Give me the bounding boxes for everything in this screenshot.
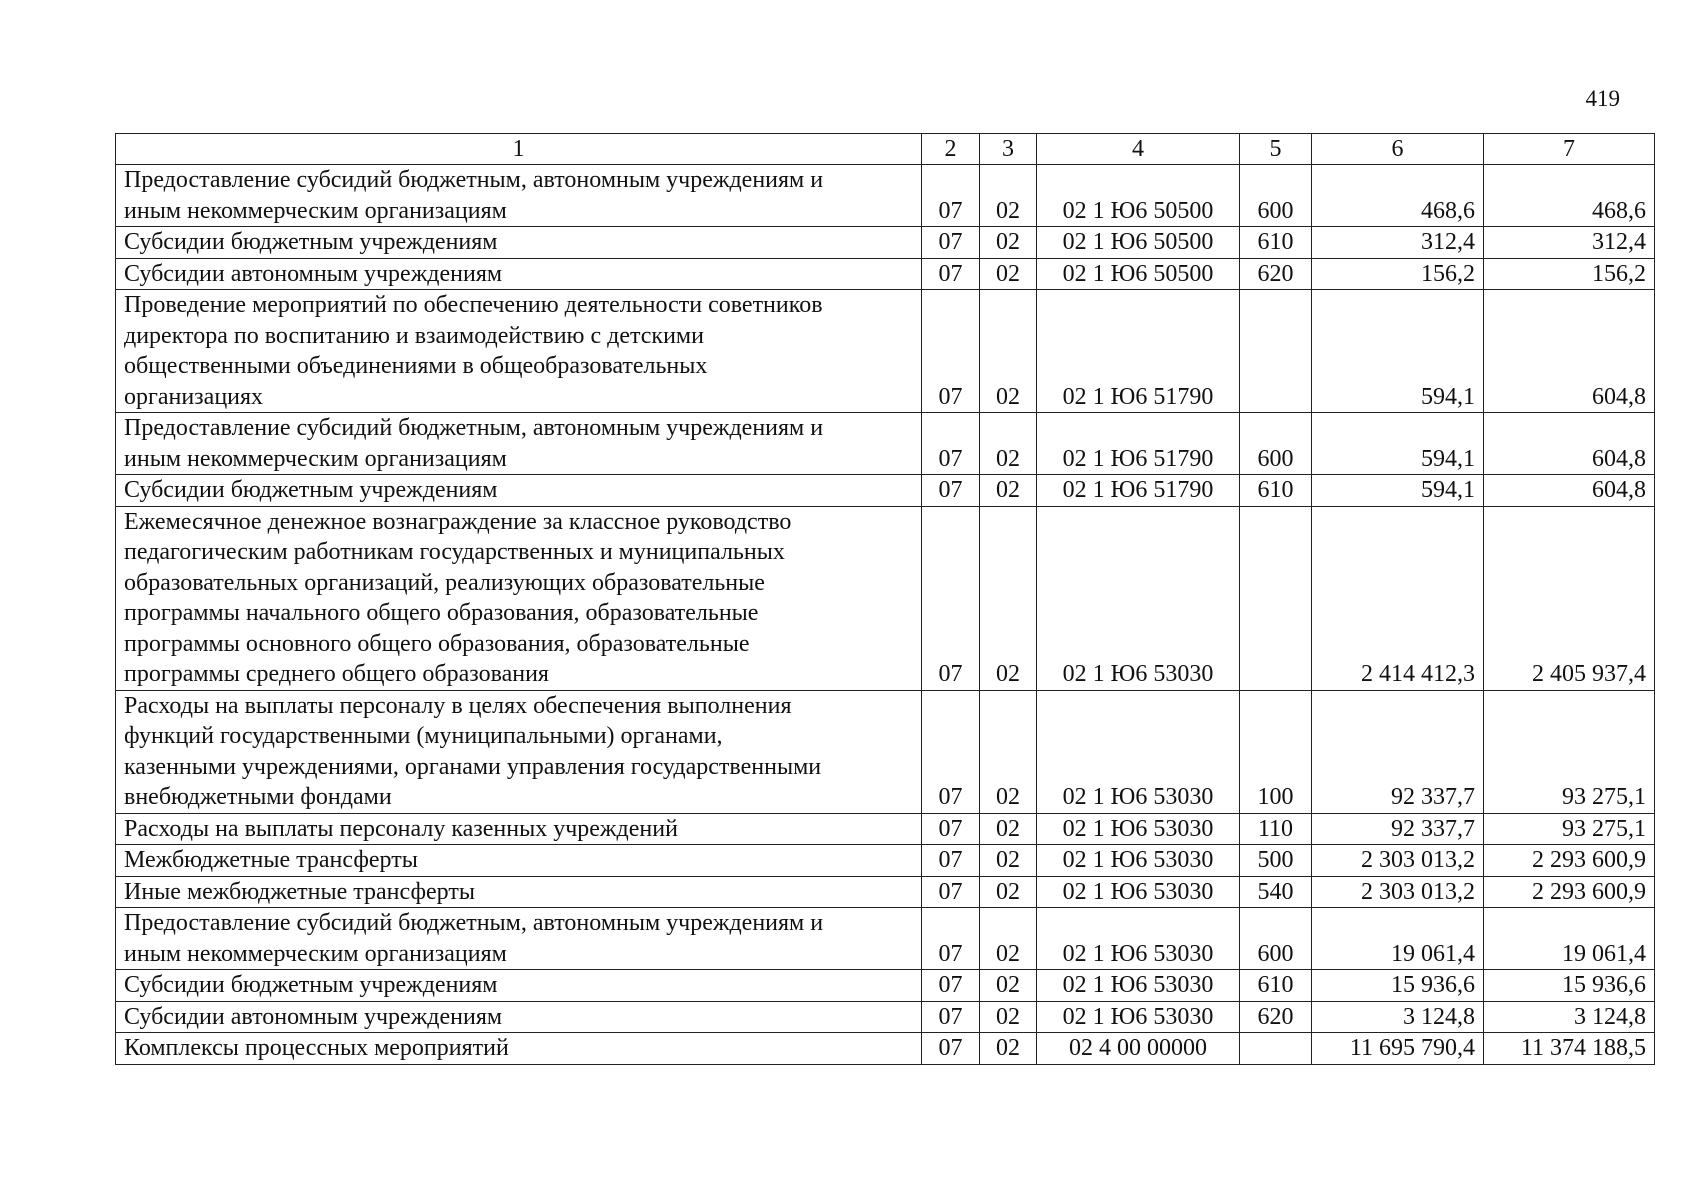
- row-name-cell: Субсидии автономным учреждениям: [116, 1001, 922, 1033]
- row-name-cell: Предоставление субсидий бюджетным, автономным учреждениям и иным некоммерческим организациям: [116, 908, 922, 970]
- subsection-cell: 02: [980, 1001, 1037, 1033]
- subsection-cell: 02: [980, 258, 1037, 290]
- table-row: [116, 876, 1655, 908]
- amount-year1-cell: 312,4: [1312, 227, 1484, 259]
- table-row: [116, 1033, 1655, 1065]
- amount-year2-cell: 156,2: [1484, 258, 1655, 290]
- amount-year2-cell: 604,8: [1484, 290, 1655, 413]
- section-cell: 07: [922, 690, 980, 813]
- row-name-cell: Ежемесячное денежное вознаграждение за классное руководство педагогическим работникам государственных и муниципальных образовательных организаций, реализующих образовательные программы начального общего образования, образовательные программы основного общего образования, образовательные программы среднего общего образования: [116, 506, 922, 690]
- amount-year2-cell: 312,4: [1484, 227, 1655, 259]
- row-name-cell: Субсидии автономным учреждениям: [116, 258, 922, 290]
- section-cell: 07: [922, 908, 980, 970]
- page-number: 419: [1585, 86, 1620, 111]
- subsection-cell: 02: [980, 506, 1037, 690]
- subsection-cell: 02: [980, 845, 1037, 877]
- amount-year2-cell: 468,6: [1484, 165, 1655, 227]
- amount-year1-cell: 2 303 013,2: [1312, 845, 1484, 877]
- expense-type-cell: [1240, 290, 1312, 413]
- target-article-cell: 02 1 Ю6 53030: [1037, 845, 1240, 877]
- row-name-cell: Субсидии бюджетным учреждениям: [116, 227, 922, 259]
- target-article-cell: 02 4 00 00000: [1037, 1033, 1240, 1065]
- table-row: [116, 475, 1655, 507]
- amount-year2-cell: 19 061,4: [1484, 908, 1655, 970]
- target-article-cell: 02 1 Ю6 51790: [1037, 290, 1240, 413]
- table-row: [116, 690, 1655, 813]
- section-cell: 07: [922, 258, 980, 290]
- amount-year1-cell: 92 337,7: [1312, 690, 1484, 813]
- table-row: [116, 165, 1655, 227]
- header-cell: 7: [1484, 134, 1655, 165]
- subsection-cell: 02: [980, 813, 1037, 845]
- section-cell: 07: [922, 876, 980, 908]
- row-name-cell: Межбюджетные трансферты: [116, 845, 922, 877]
- table-row: [116, 290, 1655, 413]
- header-cell: 5: [1240, 134, 1312, 165]
- section-cell: 07: [922, 1033, 980, 1065]
- amount-year2-cell: 2 405 937,4: [1484, 506, 1655, 690]
- section-cell: 07: [922, 813, 980, 845]
- table-row: [116, 227, 1655, 259]
- expense-type-cell: 610: [1240, 970, 1312, 1002]
- row-name-cell: Субсидии бюджетным учреждениям: [116, 475, 922, 507]
- amount-year1-cell: 92 337,7: [1312, 813, 1484, 845]
- row-name-cell: Предоставление субсидий бюджетным, автономным учреждениям и иным некоммерческим организациям: [116, 165, 922, 227]
- header-row: [116, 134, 1655, 165]
- amount-year2-cell: 11 374 188,5: [1484, 1033, 1655, 1065]
- table-row: [116, 506, 1655, 690]
- header-cell: 6: [1312, 134, 1484, 165]
- subsection-cell: 02: [980, 227, 1037, 259]
- amount-year1-cell: 594,1: [1312, 475, 1484, 507]
- section-cell: 07: [922, 165, 980, 227]
- table-row: [116, 413, 1655, 475]
- section-cell: 07: [922, 506, 980, 690]
- expense-type-cell: 600: [1240, 908, 1312, 970]
- expense-type-cell: 540: [1240, 876, 1312, 908]
- target-article-cell: 02 1 Ю6 51790: [1037, 475, 1240, 507]
- section-cell: 07: [922, 845, 980, 877]
- amount-year1-cell: 156,2: [1312, 258, 1484, 290]
- expense-type-cell: 500: [1240, 845, 1312, 877]
- amount-year1-cell: 15 936,6: [1312, 970, 1484, 1002]
- row-name-cell: Проведение мероприятий по обеспечению деятельности советников директора по воспитанию и взаимодействию с детскими общественными объединениями в общеобразовательных организациях: [116, 290, 922, 413]
- header-cell: 3: [980, 134, 1037, 165]
- amount-year1-cell: 2 414 412,3: [1312, 506, 1484, 690]
- table-body: [116, 165, 1655, 1065]
- amount-year2-cell: 2 293 600,9: [1484, 876, 1655, 908]
- target-article-cell: 02 1 Ю6 53030: [1037, 1001, 1240, 1033]
- expense-type-cell: 600: [1240, 165, 1312, 227]
- header-cell: 1: [116, 134, 922, 165]
- row-name-cell: Расходы на выплаты персоналу в целях обеспечения выполнения функций государственными (муниципальными) органами, казенными учреждениями, органами управления государственными внебюджетными фондами: [116, 690, 922, 813]
- table-row: [116, 908, 1655, 970]
- expense-type-cell: [1240, 506, 1312, 690]
- expense-type-cell: 610: [1240, 475, 1312, 507]
- subsection-cell: 02: [980, 970, 1037, 1002]
- amount-year2-cell: 93 275,1: [1484, 813, 1655, 845]
- target-article-cell: 02 1 Ю6 53030: [1037, 813, 1240, 845]
- target-article-cell: 02 1 Ю6 53030: [1037, 690, 1240, 813]
- row-name-cell: Комплексы процессных мероприятий: [116, 1033, 922, 1065]
- expense-type-cell: [1240, 1033, 1312, 1065]
- expense-type-cell: 100: [1240, 690, 1312, 813]
- subsection-cell: 02: [980, 690, 1037, 813]
- row-name-cell: Предоставление субсидий бюджетным, автономным учреждениям и иным некоммерческим организациям: [116, 413, 922, 475]
- amount-year2-cell: 604,8: [1484, 413, 1655, 475]
- target-article-cell: 02 1 Ю6 53030: [1037, 876, 1240, 908]
- subsection-cell: 02: [980, 1033, 1037, 1065]
- amount-year1-cell: 2 303 013,2: [1312, 876, 1484, 908]
- table-row: [116, 970, 1655, 1002]
- section-cell: 07: [922, 475, 980, 507]
- amount-year2-cell: 2 293 600,9: [1484, 845, 1655, 877]
- amount-year2-cell: 15 936,6: [1484, 970, 1655, 1002]
- section-cell: 07: [922, 970, 980, 1002]
- amount-year1-cell: 468,6: [1312, 165, 1484, 227]
- section-cell: 07: [922, 1001, 980, 1033]
- header-cell: 4: [1037, 134, 1240, 165]
- amount-year1-cell: 3 124,8: [1312, 1001, 1484, 1033]
- expense-type-cell: 620: [1240, 258, 1312, 290]
- expense-type-cell: 600: [1240, 413, 1312, 475]
- subsection-cell: 02: [980, 876, 1037, 908]
- amount-year1-cell: 594,1: [1312, 413, 1484, 475]
- table-row: [116, 1001, 1655, 1033]
- section-cell: 07: [922, 227, 980, 259]
- table-row: [116, 258, 1655, 290]
- amount-year2-cell: 93 275,1: [1484, 690, 1655, 813]
- header-cell: 2: [922, 134, 980, 165]
- section-cell: 07: [922, 413, 980, 475]
- subsection-cell: 02: [980, 475, 1037, 507]
- expense-type-cell: 620: [1240, 1001, 1312, 1033]
- expense-type-cell: 110: [1240, 813, 1312, 845]
- target-article-cell: 02 1 Ю6 53030: [1037, 970, 1240, 1002]
- target-article-cell: 02 1 Ю6 50500: [1037, 227, 1240, 259]
- table-row: [116, 845, 1655, 877]
- target-article-cell: 02 1 Ю6 53030: [1037, 506, 1240, 690]
- row-name-cell: Субсидии бюджетным учреждениям: [116, 970, 922, 1002]
- table-row: [116, 813, 1655, 845]
- subsection-cell: 02: [980, 413, 1037, 475]
- target-article-cell: 02 1 Ю6 50500: [1037, 165, 1240, 227]
- amount-year1-cell: 19 061,4: [1312, 908, 1484, 970]
- amount-year2-cell: 3 124,8: [1484, 1001, 1655, 1033]
- amount-year1-cell: 594,1: [1312, 290, 1484, 413]
- expense-type-cell: 610: [1240, 227, 1312, 259]
- subsection-cell: 02: [980, 290, 1037, 413]
- target-article-cell: 02 1 Ю6 53030: [1037, 908, 1240, 970]
- subsection-cell: 02: [980, 908, 1037, 970]
- section-cell: 07: [922, 290, 980, 413]
- target-article-cell: 02 1 Ю6 50500: [1037, 258, 1240, 290]
- budget-table: [115, 133, 1655, 1065]
- amount-year2-cell: 604,8: [1484, 475, 1655, 507]
- subsection-cell: 02: [980, 165, 1037, 227]
- target-article-cell: 02 1 Ю6 51790: [1037, 413, 1240, 475]
- row-name-cell: Расходы на выплаты персоналу казенных учреждений: [116, 813, 922, 845]
- amount-year1-cell: 11 695 790,4: [1312, 1033, 1484, 1065]
- row-name-cell: Иные межбюджетные трансферты: [116, 876, 922, 908]
